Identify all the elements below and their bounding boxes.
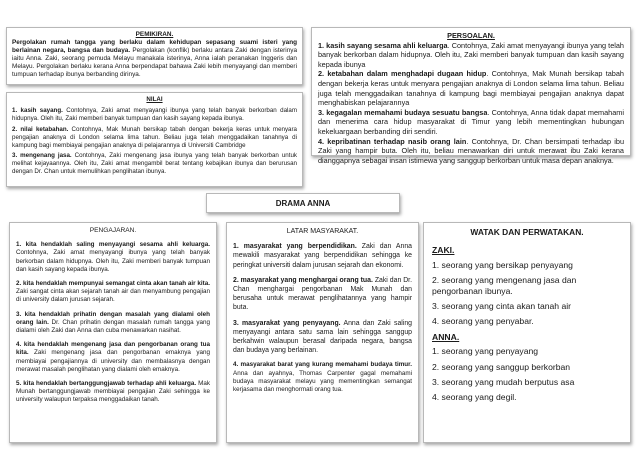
nilai-item-text: Contohnya, Zaki mengenang jasa ibunya yang telah banyak berkorban untuk melihat kejayaannya. Oleh itu, Zaki amat mengambil berat tentang kebajikan ibunya dan berurusan dengan Dr. Chan untuk memulihkan penglihatan ibunya. [12, 152, 297, 176]
watak-trait: 4. seorang yang degil. [432, 392, 517, 403]
latar-item-lead: 4. masyarakat barat yang kurang memahami budaya timur. [233, 361, 412, 369]
nilai-item-text: Contohnya, Zaki amat menyayangi ibunya yang telah banyak berkorban dalam hidupnya. Oleh itu, Zaki memberi banyak tumpuan dan kasih sayang kepada ibunya. [12, 106, 297, 122]
persoalan-heading: PERSOALAN. [447, 31, 495, 40]
pengajaran-item-lead: 1. kita hendaklah saling menyayangi sesama ahli keluarga. [16, 241, 210, 249]
nilai-item [12, 126, 297, 150]
nilai-item [12, 152, 297, 176]
persoalan-item [318, 137, 624, 166]
persoalan-box [311, 27, 631, 165]
latar-item-lead: 1. masyarakat yang berpendidikan. [233, 243, 357, 251]
pengajaran-box [9, 222, 217, 443]
latar-item-text: Anna dan ayahnya, Thomas Carpenter gagal memahami budaya masyarakat melayu yang mementingkan semangat kerjasama dan menghormati orang tua. [233, 369, 412, 394]
watak-trait: 1. seorang yang bersikap penyayang [432, 259, 573, 270]
pemikiran-lead: Pergolakan rumah tangga yang berlaku dalam kehidupan sepasang suami isteri yang berlainan negara, bangsa dan budaya. [12, 39, 297, 55]
nilai-item-lead: 2. nilai ketabahan. [12, 125, 69, 133]
pengajaran-item-text: Contohnya, Zaki amat menyayangi ibunya yang telah banyak berkorban dalam hidupnya. Oleh itu, Zaki memberi banyak tumpuan dan kasih sayang kepada ibunya. [16, 249, 210, 273]
latar-item [233, 276, 412, 313]
pengajaran-item [16, 241, 210, 274]
watak-trait: 3. seorang yang mudah berputus asa [432, 377, 575, 388]
latar-item-lead: 2. masyarakat yang menghargai orang tua. [233, 276, 373, 284]
pengajaran-item-lead: 5. kita hendaklah bertanggungjawab terhadap ahli keluarga. [16, 380, 197, 388]
pengajaran-item-text: Zaki mengenang jasa dan pengorbanan emaknya yang membiayai pengajiannya di university dan membalasnya dengan merawat masalah penglihatan yang dialami oleh emaknya. [16, 349, 210, 373]
watak-trait: 4. seorang yang penyabar. [432, 316, 534, 327]
pengajaran-item-text: Mak Munah bertanggungjawab membiayai pengajian Zaki sehingga ke university walaupun terpaksa menggadaikan tanah. [16, 380, 210, 404]
persoalan-item [318, 69, 624, 107]
nilai-item-lead: 3. mengenang jasa. [12, 152, 72, 160]
nilai-box [6, 92, 303, 187]
watak-heading: WATAK DAN PERWATAKAN. [470, 227, 584, 237]
watak-trait: 2. seorang yang mengenang jasa dan pengorbanan ibunya. [432, 275, 577, 296]
pengajaran-item-lead: 4. kita hendaklah mengenang jasa dan pengorbanan orang tua kita. [16, 341, 210, 357]
watak-trait: 3. seorang yang cinta akan tanah air [432, 301, 572, 312]
diagram-title: DRAMA ANNA [206, 193, 400, 213]
pemikiran-body: Pergolakan (konflik) berlaku antara Zaki dengan isterinya iaitu Anna. Zaki, seorang pemuda Melayu manakala isterinya, Anna ialah peranakan Inggeris dan Melayu. Pergolakan berlaku kerana Anna berpendapat bahawa Zaki lebih menyayangi dan memberi tumpuan terhadap ibunya berbanding dirinya. [12, 47, 297, 79]
latar-item-text: Zaki dan Anna mewakili masyarakat yang berpendidikan sehingga ke peringkat universiti dalam jurusan sejarah dan ekonomi. [233, 243, 412, 269]
pemikiran-heading: PEMIKIRAN. [135, 31, 174, 38]
latar-item [233, 361, 412, 394]
watak-group-zaki: ZAKI. [432, 245, 455, 256]
pemikiran-box [6, 27, 303, 85]
nilai-heading: NILAI [146, 96, 163, 103]
pengajaran-item [16, 341, 210, 374]
persoalan-item [318, 41, 624, 70]
pengajaran-item [16, 280, 210, 305]
persoalan-item [318, 108, 624, 137]
nilai-item-text: Contohnya, Mak Munah bersikap tabah dengan bekerja keras untuk menyara pengajian anaknya di London selama lima tahun. Beliau juga telah menggadaikan tanahnya di kampung bagi membiayai pengajian anaknya di pelajarannya di Universiti Cambridge [12, 125, 297, 149]
persoalan-item-text: . Contohnya, Zaki amat menyayangi ibunya yang telah banyak berkorban dalam hidupnya. Oleh itu, Zaki memberi banyak tumpuan dan kasih sayang kepada ibunya [318, 40, 624, 69]
pengajaran-item-lead: 3. kita hendaklah prihatin dengan masalah yang dialami oleh orang lain. [16, 310, 210, 326]
persoalan-item-lead: 2. ketabahan dalam menghadapi dugaan hidup [318, 69, 487, 79]
persoalan-item-text: . Contohnya, Dr. Chan bersimpati terhadap ibu Zaki yang hampir buta. Oleh itu, beliau menawarkan diri untuk merawat ibu Zaki kerana dianggapnya sebagai insan istimewa yang sanggup berkorban untuk masa depan anaknya. [318, 136, 625, 165]
pemikiran-text [12, 39, 297, 79]
latar-item-text: Zaki dan Dr. Chan menghargai pengorbanan Mak Munah dan berusaha untuk merawat penglihatannya yang hampir buta. [233, 276, 413, 312]
pengajaran-item [16, 380, 210, 405]
persoalan-item-text: . Contohnya, Mak Munah bersikap tabah dengan bekerja keras untuk menyara pengajian anaknya di London selama lima tahun. Beliau juga telah menggadaikan tanahnya di kampung bagi membiayai pengajian anaknya dapat menghabiskan pelajarannya [318, 69, 624, 108]
latar-item [233, 319, 412, 356]
pengajaran-item-text: Zaki sangat cinta akan sejarah tanah air dan menyambung pengajian di university dalam jurusan sejarah. [16, 288, 210, 304]
watak-trait: 2. seorang yang sanggup berkorban [432, 361, 571, 372]
latar-item-lead: 3. masyarakat yang penyayang. [233, 319, 341, 327]
persoalan-item-lead: 4. kepribatinan terhadap nasib orang lain [318, 136, 467, 146]
nilai-item [12, 107, 297, 123]
watak-trait: 1. seorang yang penyayang [432, 346, 539, 357]
pengajaran-item [16, 311, 210, 336]
pengajaran-item-text: Dr. Chan prihatin dengan masalah rumah tangga yang dialami oleh Zaki dan Anna dan cuba menawarkan nasihat. [16, 318, 210, 335]
latar-item [233, 242, 412, 270]
latar-item-text: Anna dan Zaki saling menyayangi antara satu sama lain sehingga sanggup berkahwin walaupun berasal daripada negara, bangsa dan budaya yang berlainan. [233, 319, 413, 355]
pengajaran-item-lead: 2. kita hendaklah mempunyai semangat cinta akan tanah air kita. [16, 280, 210, 288]
persoalan-item-lead: 3. kegagalan memahami budaya sesuatu bangsa [318, 107, 488, 117]
nilai-item-lead: 1. kasih sayang. [12, 106, 63, 114]
watak-box [423, 222, 631, 443]
watak-group-anna: ANNA. [432, 331, 460, 342]
latar-box [226, 222, 419, 443]
latar-heading: LATAR MASYARAKAT. [286, 228, 359, 235]
persoalan-item-text: . Contohnya, Anna tidak dapat memahami dan menerima cara hidup masyarakat di Timur yang lebih mementingkan hubungan kekeluargaan berbanding diri sendiri. [318, 107, 624, 136]
pengajaran-heading: PENGAJARAN. [89, 227, 137, 234]
persoalan-item-lead: 1. kasih sayang sesama ahli keluarga [318, 40, 448, 50]
